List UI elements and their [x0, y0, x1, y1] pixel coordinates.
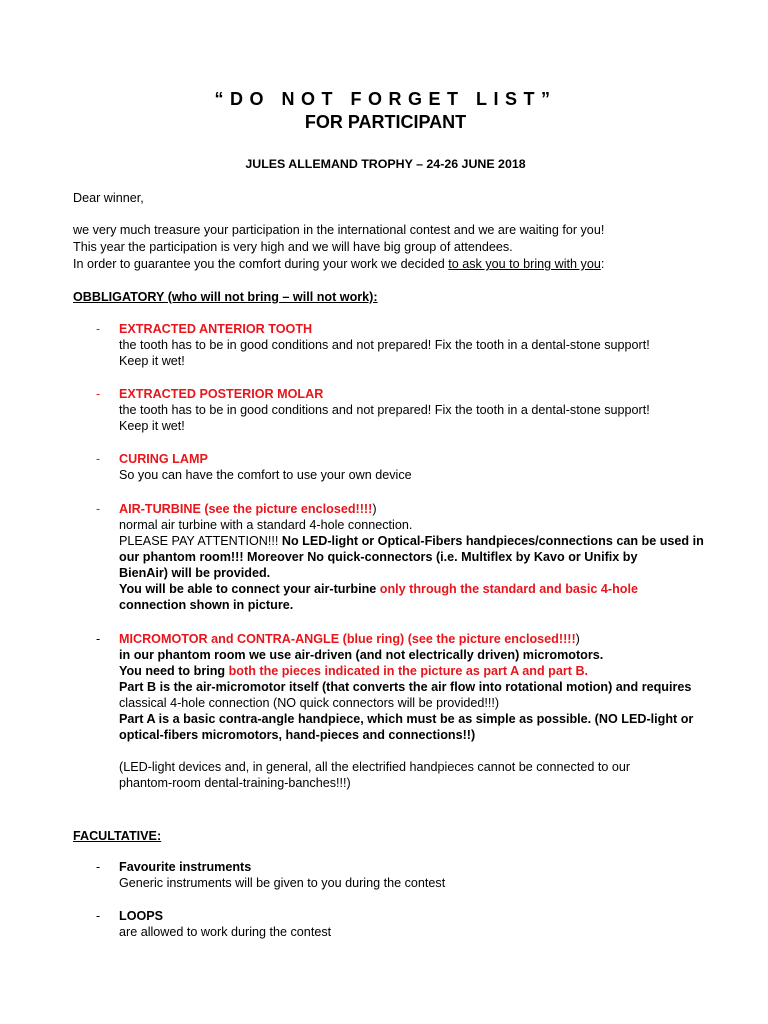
bring-emphasis: both the pieces indicated in the picture as part A and part B. — [228, 664, 589, 678]
bullet-dash: - — [96, 909, 101, 923]
item-text: in our phantom room we use air-driven (and not electrically driven) micromotors. — [119, 648, 604, 662]
bullet-dash: - — [96, 860, 101, 874]
greeting: Dear winner, — [73, 191, 144, 205]
bullet-dash: - — [96, 502, 101, 516]
item-text: optical-fibers micromotors, hand-pieces and connections!!) — [119, 728, 476, 742]
bring-text: You need to bring — [119, 664, 229, 678]
item-title-end: ) — [372, 502, 377, 516]
item-title: Favourite instruments — [119, 860, 252, 874]
item-title: CURING LAMP — [119, 452, 208, 466]
item-title: LOOPS — [119, 909, 164, 923]
item-text: Part B is the air-micromotor itself (that converts the air flow into rotational motion) and requires — [119, 680, 692, 694]
item-text — [119, 663, 699, 679]
item-title: EXTRACTED ANTERIOR TOOTH — [119, 322, 313, 336]
bullet-dash: - — [96, 632, 101, 646]
item-title: EXTRACTED POSTERIOR MOLAR — [119, 387, 324, 401]
item-text — [119, 533, 704, 549]
item-text: Keep it wet! — [119, 354, 185, 368]
item-note: phantom-room dental-training-banches!!!) — [119, 776, 351, 790]
intro-line-2: This year the participation is very high and we will have big group of attendees. — [73, 240, 513, 254]
item-text: the tooth has to be in good conditions and not prepared! Fix the tooth in a dental-stone support! — [119, 403, 650, 417]
document-subtitle: FOR PARTICIPANT — [304, 112, 467, 132]
connect-emphasis: only through the standard and basic 4-hole — [379, 582, 638, 596]
item-title-end: ) — [575, 632, 580, 646]
item-text: So you can have the comfort to use your own device — [119, 468, 412, 482]
item-text: BienAir) will be provided. — [119, 566, 271, 580]
obligatory-heading: OBBLIGATORY (who will not bring – will not work): — [73, 290, 378, 304]
bullet-dash: - — [96, 387, 101, 401]
item-text: Part A is a basic contra-angle handpiece, which must be as simple as possible. (NO LED-light or — [119, 712, 694, 726]
item-text: classical 4-hole connection (NO quick connectors will be provided!!!) — [119, 696, 500, 710]
item-text: are allowed to work during the contest — [119, 925, 332, 939]
bullet-dash: - — [96, 452, 101, 466]
intro-line-1: we very much treasure your participation in the international contest and we are waiting for you! — [73, 223, 605, 237]
item-title-text: AIR-TURBINE (see the picture enclosed!!!! — [119, 502, 373, 516]
document-title: “DO NOT FORGET LIST” — [214, 89, 557, 109]
item-text: connection shown in picture. — [119, 598, 294, 612]
item-text: Generic instruments will be given to you during the contest — [119, 876, 446, 890]
item-text — [119, 581, 699, 597]
item-title — [119, 631, 699, 647]
attention-label: PLEASE PAY ATTENTION!!! — [119, 534, 282, 548]
facultative-heading: FACULTATIVE: — [73, 829, 162, 843]
item-text: Keep it wet! — [119, 419, 185, 433]
item-note: (LED-light devices and, in general, all the electrified handpieces cannot be connected to our — [119, 760, 631, 774]
item-title-text: MICROMOTOR and CONTRA-ANGLE (blue ring) (see the picture enclosed!!!! — [119, 632, 576, 646]
intro-text: In order to guarantee you the comfort during your work we decided — [73, 257, 449, 271]
item-text: normal air turbine with a standard 4-hole connection. — [119, 518, 413, 532]
item-text: the tooth has to be in good conditions and not prepared! Fix the tooth in a dental-stone support! — [119, 338, 650, 352]
item-title — [119, 501, 699, 517]
connect-text: You will be able to connect your air-turbine — [119, 582, 380, 596]
bullet-dash: - — [96, 322, 101, 336]
item-text: our phantom room!!! Moreover No quick-connectors (i.e. Multiflex by Kavo or Unifix by — [119, 550, 638, 564]
event-heading: JULES ALLEMAND TROPHY – 24-26 JUNE 2018 — [245, 157, 526, 171]
attention-text: No LED-light or Optical-Fibers handpieces/connections can be used in — [281, 534, 704, 548]
intro-colon: : — [600, 257, 605, 271]
intro-line-3 — [73, 256, 698, 272]
intro-emphasis: to ask you to bring with you — [448, 257, 601, 271]
